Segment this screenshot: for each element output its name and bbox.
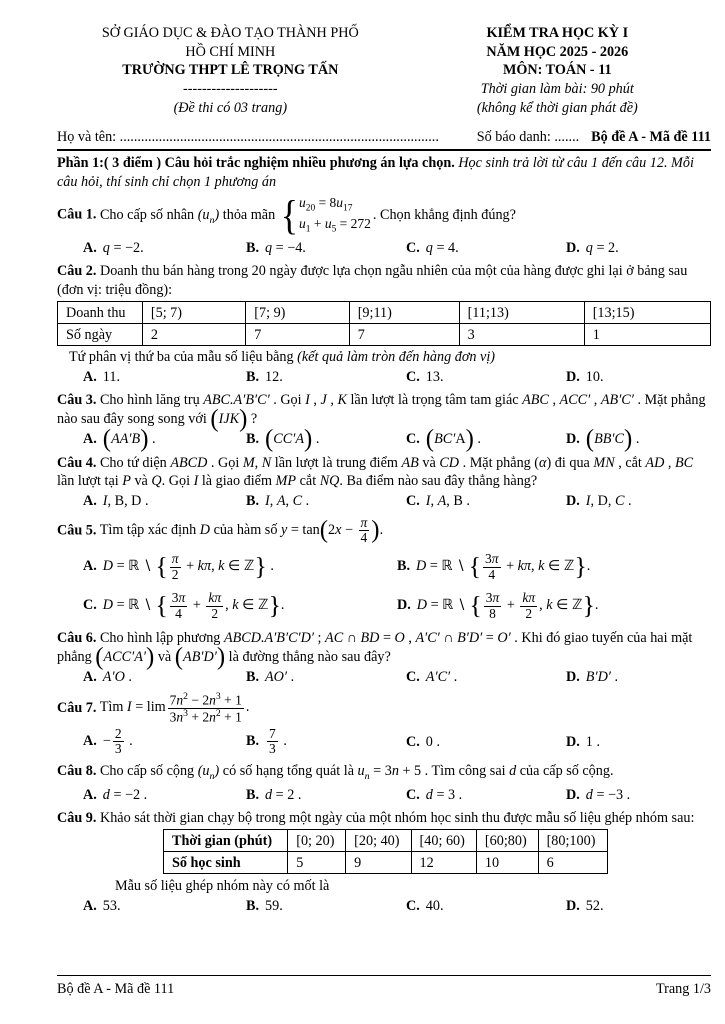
question-4-options [57,492,711,510]
option-d: D. q = 2. [566,239,619,256]
question-9-stem: Câu 9. Khảo sát thời gian chạy bộ trong một ngày của một nhóm học sinh thu được mẫu số liệu ghép nhóm sau: [57,810,695,826]
header [57,24,711,118]
header-exam-block [404,24,711,118]
option-d: D. 10. [566,368,604,385]
question-2-options [57,368,711,386]
option-b: B. $\frac{7}{3}$ . [246,725,287,757]
revenue-table [57,301,711,346]
option-b: B. (CC′A) . [246,425,320,453]
question-9-options [57,897,711,915]
option-c: C. I, A, B . [406,493,470,510]
option-d: D. d = −3 . [566,786,631,803]
table-row: Số ngày 2 7 7 3 1 [58,324,711,346]
part1-instructions: Học sinh trả lời từ câu 1 đến câu 12. Mỗi câu hỏi, thí sinh chỉ chọn 1 phương án [57,155,694,190]
option-c: C. 40. [406,897,444,914]
option-a: A. A′O . [83,669,132,686]
student-name-field: Họ và tên: .......................................................................................... [57,128,439,145]
table-row: Doanh thu [5; 7) [7; 9) [9;11) [11;13) [13;15) [58,302,711,324]
option-c: C. 13. [406,368,444,385]
question-4-stem: Câu 4. Cho tứ diện ABCD . Gọi M, N lần lượt là trung điểm AB và CD . Mặt phẳng (α) đi qua MN , cắt AD , BC lần lượt tại P và Q. Gọi I là giao điểm MP cắt NQ. Ba điểm nào sau đây thẳng hàng? [57,454,694,489]
part1-title: Phần 1:( 3 điểm ) Câu hỏi trắc nghiệm nhiều phương án lựa chọn. [57,155,455,172]
option-c: C. D = ℝ ∖ { $\frac{3\pi}{4}$ + $\frac{k\pi}{2}$ , k ∈ ℤ}. [83,590,285,621]
question-3-label: Câu 3. [57,392,97,409]
question-7-stem: Câu 7. Tìm I = lim $\frac{7n^2 - 2n^3 + 1}{3n^3 + 2n^2 + 1}$ . [57,690,250,725]
option-d: D. I, D, C . [566,493,632,510]
question-6 [57,629,711,686]
header-school-block [57,24,404,118]
pages-note: (Đề thi có 03 trang) [173,99,288,116]
question-2 [57,262,711,386]
question-2-stem: Câu 2. Doanh thu bán hàng trong 20 ngày được lựa chọn ngẫu nhiên của một của hàng được ghi lại ở bảng sau (đơn vị: triệu đồng): [57,263,688,298]
school-department-line2: HỒ CHÍ MINH [185,43,276,60]
option-a: A. 53. [83,897,121,914]
question-1-stem: Câu 1. Cho cấp số nhân $(u_n)$ thỏa mãn { $u_{20} = 8u_{17}$ $u_1 + u_5 = 272$ . Chọn khẳng định đúng? [57,192,516,239]
option-a: A. (AA′B) . [83,425,156,453]
option-d: D. 52. [566,897,604,914]
question-1-label: Câu 1. [57,206,97,223]
table-row: Số học sinh 5 9 12 10 6 [164,852,608,874]
exam-code-badge: Bộ đề A - Mã đề 111 [591,128,711,145]
option-b: B. I, A, C . [246,493,310,510]
option-a: A. 11. [83,368,121,385]
question-5-options [57,552,711,621]
option-b: B. D = ℝ ∖ { $\frac{3\pi}{4}$ + kπ, k ∈ ℤ}. [397,550,591,582]
option-b: B. d = 2 . [246,786,302,803]
footer-page-number: Trang 1/3 [655,980,711,997]
option-c: C. A′C′ . [406,669,458,686]
question-6-label: Câu 6. [57,630,97,647]
option-a: A. I, B, D . [83,493,149,510]
option-a: A. d = −2 . [83,786,148,803]
option-b: B. 59. [246,897,283,914]
question-8-stem: Câu 8. Cho cấp số cộng $(u_n)$ có số hạng tổng quát là $u_n = 3n + 5$ . Tìm công sai d của cấp số cộng. [57,762,614,782]
page-footer [57,975,711,998]
option-a: A. − $\frac{2}{3}$ . [83,725,133,757]
question-9-note: Mẫu số liệu ghép nhóm này có mốt là [115,878,330,895]
question-3-options [57,425,711,453]
footer-exam-code: Bộ đề A - Mã đề 111 [57,980,175,997]
exam-title: KIỂM TRA HỌC KỲ I [486,25,629,41]
exam-year: NĂM HỌC 2025 - 2026 [486,43,629,60]
option-b: B. AO′ . [246,669,295,686]
option-c: C. (BC′A) . [406,425,481,453]
question-5-label: Câu 5. [57,522,97,539]
question-5-stem: Câu 5. Tìm tập xác định D của hàm số y = tan(2x − $\frac{\pi}{4}$ ). [57,514,384,546]
question-3 [57,391,711,453]
exam-duration: Thời gian làm bài: 90 phút [480,81,634,98]
question-5 [57,516,711,621]
question-2-note: Tứ phân vị thứ ba của mẫu số liệu bằng (kết quả làm tròn đến hàng đơn vị) [69,349,496,366]
question-4 [57,454,711,511]
jogging-time-table [163,829,608,874]
option-a: A. D = ℝ ∖ { $\frac{\pi}{2}$ + kπ, k ∈ ℤ} . [83,550,274,582]
question-8-options [57,786,711,804]
question-9-label: Câu 9. [57,810,97,826]
exam-duration-note: (không kể thời gian phát đề) [476,99,638,116]
table-row: Thời gian (phút) [0; 20) [20; 40) [40; 60) [60;80) [80;100) [164,830,608,852]
question-3-stem: Câu 3. Cho hình lăng trụ ABC.A′B′C′ . Gọi I , J , K lần lượt là trọng tâm tam giác ABC , ACC′ , AB′C′ . Mặt phẳng nào sau đây song song với (IJK) ? [57,392,706,433]
question-1 [57,194,711,257]
option-d: D. (BB′C) . [566,425,640,453]
part1-heading [57,154,711,191]
student-info-row [57,122,711,151]
school-department-line1: SỞ GIÁO DỤC & ĐÀO TẠO THÀNH PHỐ [101,25,359,41]
option-d: D. D = ℝ ∖ { $\frac{3\pi}{8}$ + $\frac{k\pi}{2}$ , k ∈ ℤ}. [397,590,599,621]
divider-dashes: -------------------- [183,81,278,98]
question-8 [57,762,711,804]
question-1-options [57,239,711,257]
question-2-label: Câu 2. [57,263,97,280]
question-7 [57,692,711,757]
question-6-options [57,668,711,686]
option-a: A. q = −2. [83,239,144,256]
exam-subject: MÔN: TOÁN - 11 [502,62,612,79]
question-7-options [57,727,711,757]
question-8-label: Câu 8. [57,762,97,779]
option-c: C. q = 4. [406,239,459,256]
option-b: B. 12. [246,368,283,385]
question-7-label: Câu 7. [57,699,97,716]
school-name: TRƯỜNG THPT LÊ TRỌNG TẤN [122,62,339,79]
question-6-stem: Câu 6. Cho hình lập phương ABCD.A′B′C′D′ ; AC ∩ BD = O , A′C′ ∩ B′D′ = O′ . Khi đó giao tuyến của hai mặt phẳng (ACC′A′) và (AB′D′) là đường thẳng nào sau đây? [57,630,693,671]
option-d: D. B′D′ . [566,669,619,686]
student-id-field: Số báo danh: ....... [476,128,580,145]
option-c: C. 0 . [406,733,440,750]
option-d: D. 1 . [566,733,600,750]
question-4-label: Câu 4. [57,454,97,471]
option-c: C. d = 3 . [406,786,463,803]
question-9 [57,809,711,915]
option-b: B. q = −4. [246,239,306,256]
